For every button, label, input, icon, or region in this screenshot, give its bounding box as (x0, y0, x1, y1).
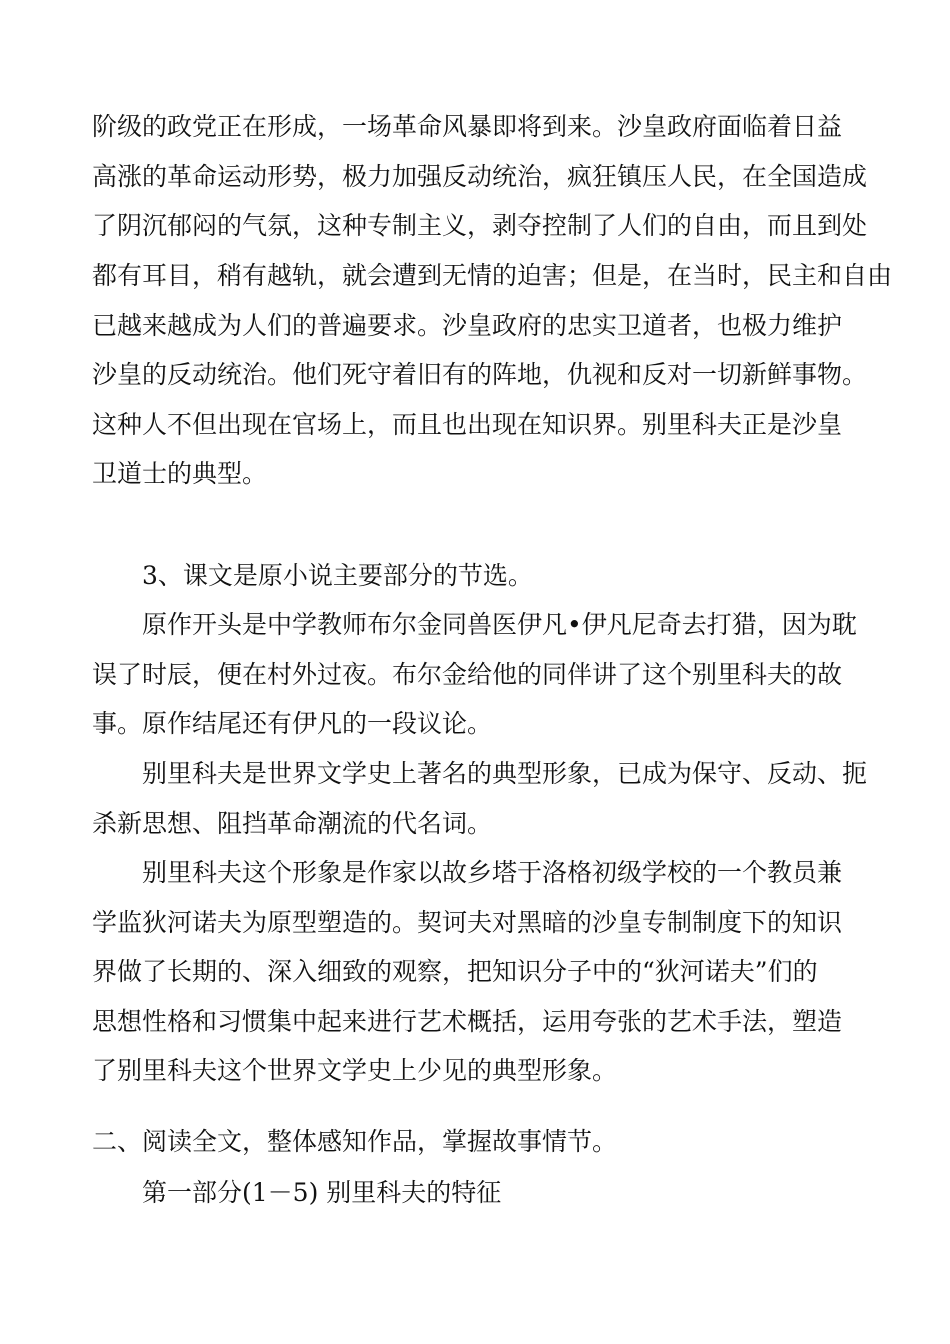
text-line: 界做了长期的、深入细致的观察，把知识分子中的“狄河诺夫”们的 (92, 957, 818, 986)
part-1-heading: 第一部分(1－5) 别里科夫的特征 (142, 1178, 502, 1207)
text-line: 原作开头是中学教师布尔金同兽医伊凡•伊凡尼奇去打猎，因为耽 (142, 610, 857, 639)
text-line: 卫道士的典型。 (92, 459, 268, 488)
text-line: 杀新思想、阻挡革命潮流的代名词。 (92, 809, 493, 838)
text-line: 都有耳目，稍有越轨，就会遭到无情的迫害；但是，在当时，民主和自由 (92, 261, 893, 290)
text-line: 这种人不但出现在官场上，而且也出现在知识界。别里科夫正是沙皇 (92, 410, 843, 439)
section-2-heading: 二、阅读全文，整体感知作品，掌握故事情节。 (92, 1127, 618, 1156)
item-3-heading: 3、课文是原小说主要部分的节选。 (142, 561, 533, 590)
text-line: 别里科夫是世界文学史上著名的典型形象，已成为保守、反动、扼 (142, 759, 868, 788)
text-line: 别里科夫这个形象是作家以故乡塔于洛格初级学校的一个教员兼 (142, 858, 843, 887)
text-line: 阶级的政党正在形成，一场革命风暴即将到来。沙皇政府面临着日益 (92, 112, 843, 141)
text-line: 了阴沉郁闷的气氛，这种专制主义，剥夺控制了人们的自由，而且到处 (92, 211, 868, 240)
text-line: 已越来越成为人们的普遍要求。沙皇政府的忠实卫道者，也极力维护 (92, 311, 843, 340)
text-line: 事。原作结尾还有伊凡的一段议论。 (92, 709, 493, 738)
text-line: 沙皇的反动统治。他们死守着旧有的阵地，仇视和反对一切新鲜事物。 (92, 360, 868, 389)
text-line: 高涨的革命运动形势，极力加强反动统治，疯狂镇压人民，在全国造成 (92, 162, 868, 191)
text-line: 误了时辰，便在村外过夜。布尔金给他的同伴讲了这个别里科夫的故 (92, 660, 843, 689)
text-line: 思想性格和习惯集中起来进行艺术概括，运用夸张的艺术手法，塑造 (92, 1007, 843, 1036)
text-line: 了别里科夫这个世界文学史上少见的典型形象。 (92, 1056, 618, 1085)
text-line: 学监狄河诺夫为原型塑造的。契诃夫对黑暗的沙皇专制制度下的知识 (92, 908, 843, 937)
